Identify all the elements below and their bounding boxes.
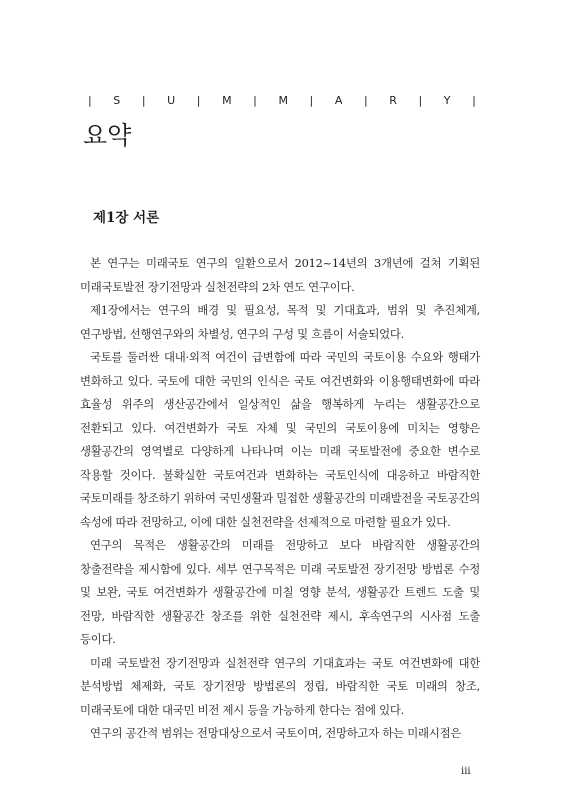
summary-letter: R xyxy=(389,94,397,107)
chapter-heading: 제1장 서론 xyxy=(93,210,160,226)
paragraph: 본 연구는 미래국토 연구의 일환으로서 2012~14년의 3개년에 걸쳐 기획된 미래국토발전 장기전망과 실천전략의 2차 연도 연구이다. xyxy=(80,256,480,294)
summary-letter: A xyxy=(334,94,343,107)
summary-letter: | xyxy=(141,94,146,107)
summary-letter: M xyxy=(222,94,232,107)
summary-letter: U xyxy=(167,94,176,107)
page-number: iii xyxy=(461,766,471,777)
summary-letter: | xyxy=(418,94,423,107)
summary-letter: | xyxy=(253,94,257,107)
paragraph: 미래 국토발전 장기전망과 실천전략 연구의 기대효과는 국토 여건변화에 대한 분석방법 체제화, 국토 장기전망 방법론의 정립, 바람직한 국토 미래의 창조, 미래국토에 대한 대국민 비전 제시 등을 가능하게 한다는 점에 있다. xyxy=(80,655,480,717)
paragraph: 연구의 공간적 범위는 전망대상으로서 국토이며, 전망하고자 하는 미래시점은 xyxy=(90,726,462,740)
summary-letter: Y xyxy=(443,94,451,107)
paragraph: 연구의 목적은 생활공간의 미래를 전망하고 보다 바람직한 생활공간의 창출전략을 제시함에 있다. 세부 연구목적은 미래 국토발전 장기전망 방법론 수정 및 보완, 국토 여건변화가 생활공간에 미칠 영향 분석, 생활공간 트렌드 도출 및 전망, 바람직한 생활공간 창조를 위한 실천전략 제시, 후속연구의 시사점 도출 등이다. xyxy=(80,538,480,646)
page-title: 요약 xyxy=(83,121,132,150)
paragraph: 국토를 둘러싼 대내·외적 여건이 급변함에 따라 국민의 국토이용 수요와 행태가 변화하고 있다. 국토에 대한 국민의 인식은 국토 여건변화와 이용행태변화에 따라 효율성 위주의 생산공간에서 일상적인 삶을 행복하게 누리는 생활공간으로 전환되고 있다. 여건변화가 국토 자체 및 국민의 국토이용에 미치는 영향은 생활공간의 영역별로 다양하게 나타나며 이는 미래 국토발전에 중요한 변수로 작용할 것이다. 불확실한 국토여건과 변화하는 국토인식에 대응하고 바람직한 국토미래를 창조하기 위하여 국민생활과 밀접한 생활공간의 미래발전을 국토공간의 속성에 따라 전망하고, 이에 대한 실천전략을 선제적으로 마련할 필요가 있다. xyxy=(80,350,480,529)
summary-letter: M xyxy=(278,94,288,107)
body-text xyxy=(80,252,480,746)
paragraph: 제1장에서는 연구의 배경 및 필요성, 목적 및 기대효과, 범위 및 추진체계, 연구방법, 선행연구와의 차별성, 연구의 구성 및 흐름이 서술되었다. xyxy=(80,303,480,341)
summary-header xyxy=(88,94,476,107)
summary-letter: | xyxy=(363,94,368,107)
summary-letter: | xyxy=(472,94,476,107)
summary-letter: S xyxy=(113,94,121,107)
summary-letter: | xyxy=(88,94,92,107)
summary-letter: | xyxy=(196,94,201,107)
summary-letter: | xyxy=(309,94,314,107)
